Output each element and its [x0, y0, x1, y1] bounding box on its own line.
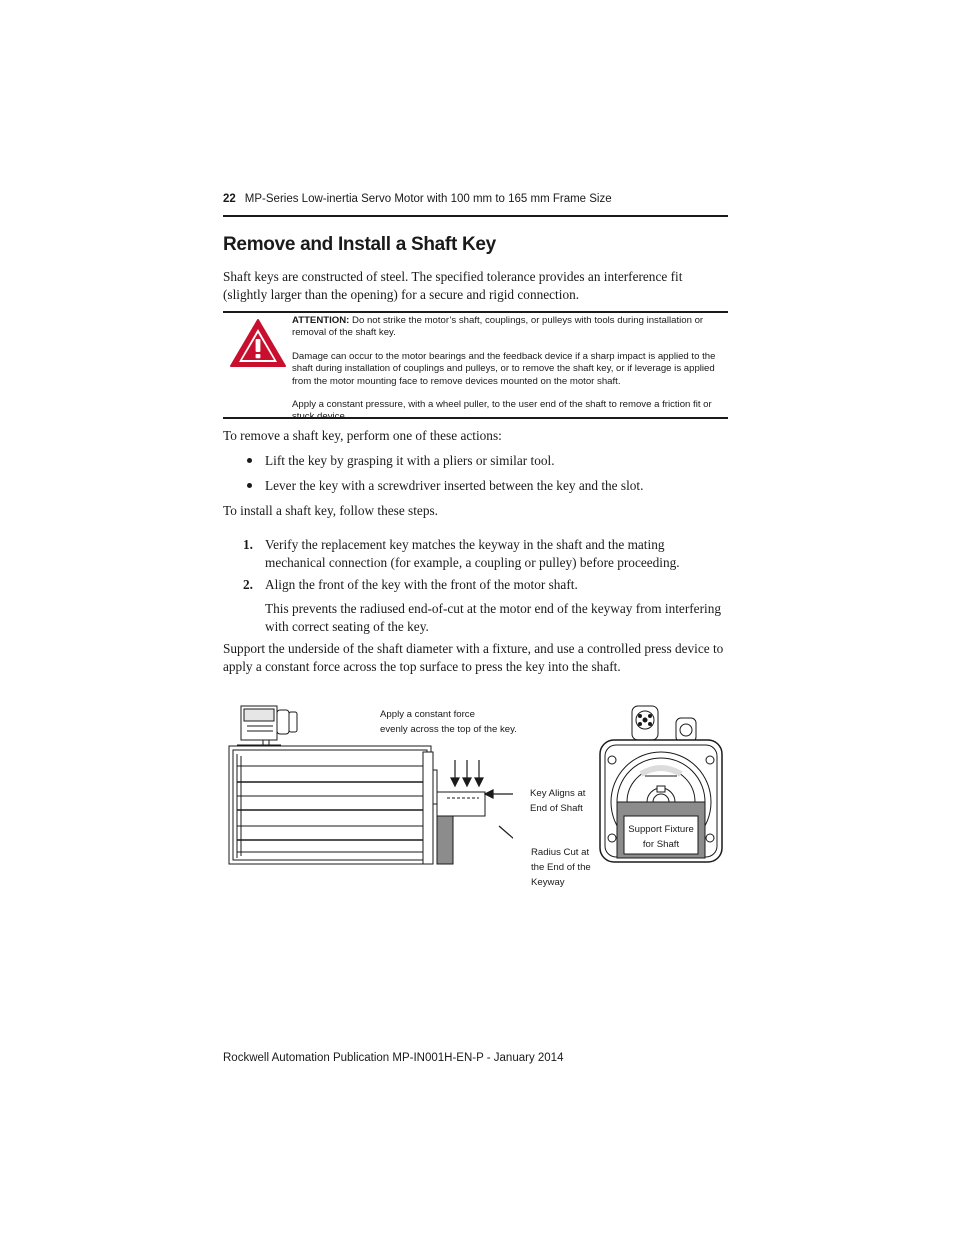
running-header [223, 193, 728, 205]
warning-triangle-icon [229, 318, 287, 368]
support-fixture-label-1: Support Fixture [628, 824, 694, 835]
step-number: 2. [243, 577, 253, 592]
bullet-text: Lift the key by grasping it with a pliers or similar tool. [265, 453, 555, 468]
intro-paragraph: Shaft keys are constructed of steel. The specified tolerance provides an interference fit (slightly larger than the opening) for a secure and rigid connection. [223, 269, 683, 302]
radius-cut-label-3: Keyway [531, 877, 565, 888]
key-aligns-label-1: Key Aligns at [530, 788, 586, 799]
support-paragraph: Support the underside of the shaft diameter with a fixture, and use a controlled press device to apply a constant force across the top surface to press the key into the shaft. [223, 641, 724, 674]
radius-cut-label-2: the End of the [531, 862, 591, 873]
bullet-icon [247, 483, 252, 488]
radius-cut-label-1: Radius Cut at [531, 847, 590, 858]
force-label-1: Apply a constant force [380, 709, 475, 720]
header-divider [223, 215, 728, 217]
attention-lead [292, 315, 728, 340]
remove-intro: To remove a shaft key, perform one of these actions: [223, 428, 502, 443]
page-number: 22 [223, 193, 236, 205]
step-text: Align the front of the key with the front of the motor shaft. [265, 577, 578, 592]
attention-top-rule [223, 311, 728, 313]
support-fixture-label-2: for Shaft [642, 839, 680, 850]
install-intro: To install a shaft key, follow these steps. [223, 503, 438, 518]
section-title: Remove and Install a Shaft Key [223, 234, 496, 255]
attention-paragraph-3: Apply a constant pressure, with a wheel puller, to the user end of the shaft to remove a friction fit or [292, 399, 712, 410]
key-aligns-label-2: End of Shaft [530, 803, 583, 814]
running-title: MP-Series Low-inertia Servo Motor with 100 mm to 165 mm Frame Size [244, 193, 612, 205]
bullet-icon [247, 458, 252, 463]
step-2-note: This prevents the radiused end-of-cut at the motor end of the keyway from interfering with correct seating of the key. [265, 601, 722, 634]
bullet-text: Lever the key with a screwdriver inserted between the key and the slot. [265, 478, 644, 493]
attention-paragraph-2: Damage can occur to the motor bearings and the feedback device if a sharp impact is applied to the shaft during installation of couplings and pulleys, or to remove the shaft key, or if leverage is applied from the motor mounting face to remove devices mounted on the motor shaft. [292, 351, 716, 387]
page-footer: Rockwell Automation Publication MP-IN001H-EN-P - January 2014 [223, 1052, 564, 1064]
step-text: Verify the replacement key matches the keyway in the shaft and the mating mechanical connection (for example, a coupling or pulley) before proceeding. [265, 537, 680, 570]
attention-lead-text: Do not strike the motor’s shaft, couplings, or pulleys with tools during installation or removal of the shaft key. [292, 315, 704, 339]
step-number: 1. [243, 537, 253, 552]
attention-label: ATTENTION: [292, 315, 350, 326]
attention-bottom-rule [223, 417, 728, 419]
force-label-2: evenly across the top of the key. [380, 724, 517, 735]
